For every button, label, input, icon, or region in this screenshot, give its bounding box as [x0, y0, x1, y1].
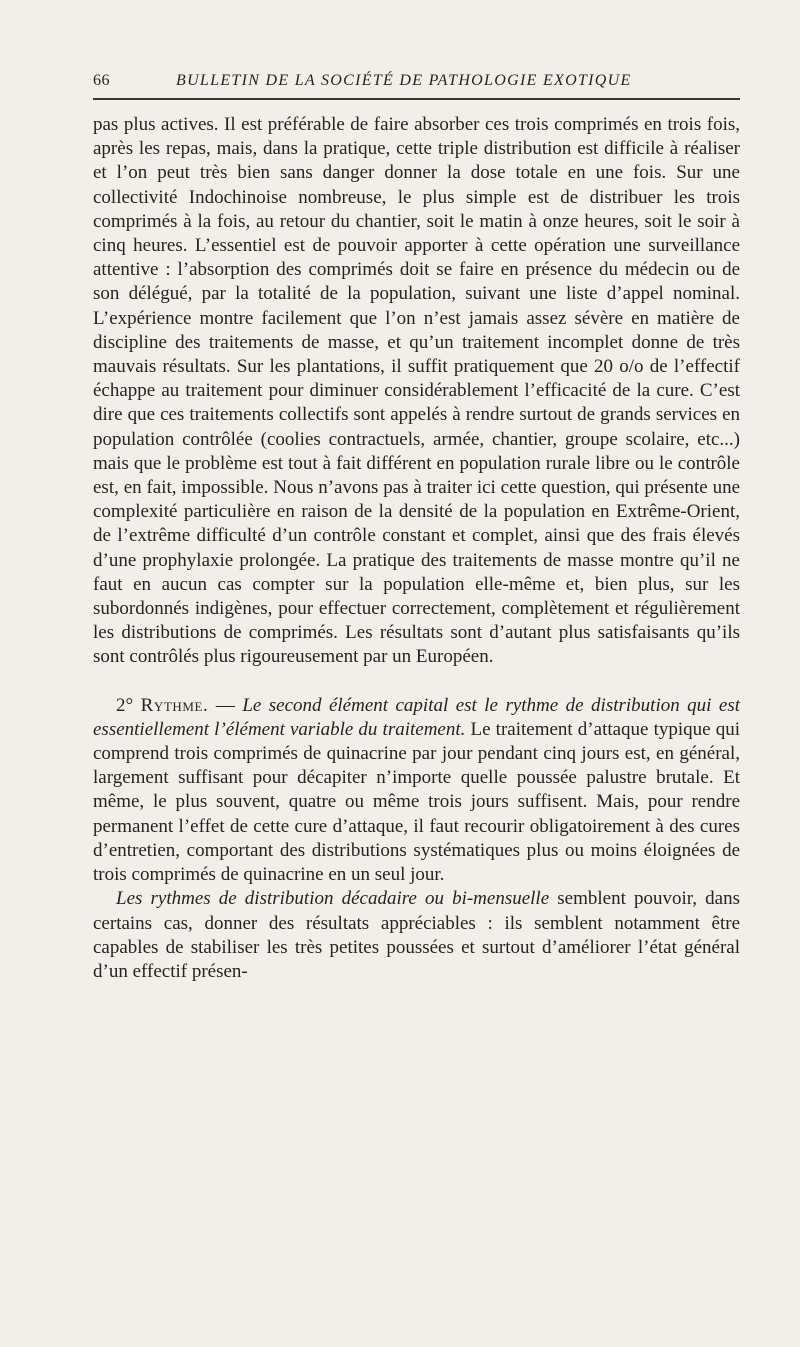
running-title: BULLETIN DE LA SOCIÉTÉ DE PATHOLOGIE EXOTIQUE: [176, 72, 632, 89]
header-rule: [93, 98, 740, 100]
section-number: 2°: [116, 694, 134, 716]
paragraph-2-italic-lead: Le second élément capital est le rythme de distribution qui est essentiellement l’élément variable du traitement.: [93, 694, 741, 740]
paragraph-3-text: semblent pouvoir, dans certains cas, donner des résultats appréciables : ils semblent notamment être capables de stabiliser les très petites poussées et surtout d’améliorer l’état général d’un effectif présen-: [93, 888, 740, 982]
body-text: [93, 113, 740, 984]
section-dash: —: [208, 694, 243, 716]
paragraph-1: pas plus actives. Il est préférable de faire absorber ces trois comprimés en trois fois, après les repas, mais, dans la pratique, cette triple distribution est difficile à réaliser et l’on peut très bien sans danger donner la dose totale en une fois. Sur une collectivité Indochinoise nombreuse, le plus simple est de distribuer les trois comprimés à la fois, au retour du chantier, soit le matin à onze heures, soit le soir à cinq heures. L’essentiel est de pouvoir apporter à cette opération une surveillance attentive : l’absorption des comprimés doit se faire en présence du médecin ou de son délégué, par la totalité de la population, suivant une liste d’appel nominal. L’expérience montre facilement que l’on n’est jamais assez sévère en matière de discipline des traitements de masse, et qu’un traitement incomplet donne de très mauvais résultats. Sur les plantations, il suffit pratiquement que 20 o/o de l’effectif échappe au traitement pour diminuer considérablement l’efficacité de la cure. C’est dire que ces traitements collectifs sont appelés à rendre surtout de grands services en population contrôlée (coolies contractuels, armée, chantier, groupe scolaire, etc...) mais que le problème est tout à fait différent en population rurale libre ou le contrôle est, en fait, impossible. Nous n’avons pas à traiter ici cette question, qui présente une complexité particulière en raison de la densité de la population en Extrême-Orient, de l’extrême difficulté d’un contrôle constant et complet, ainsi que des frais élevés d’une prophylaxie prolongée. La pratique des traitements de masse montre qu’il ne faut en aucun cas compter sur la population elle-même et, bien plus, sur les subordonnés indigènes, pour effectuer correctement, complètement et régulièrement les distributions de comprimés. Les résultats sont d’autant plus satisfaisants qu’ils sont contrôlés plus rigoureusement par un Européen.: [93, 114, 740, 668]
page-header: [93, 72, 740, 96]
section-heading: Rythme.: [140, 694, 209, 716]
paragraph-2: [93, 694, 740, 888]
paragraph-3-italic-lead: Les rythmes de distribution décadaire ou bi-mensuelle: [116, 888, 550, 910]
page-number: 66: [93, 72, 110, 89]
paragraph-2-text: Le traitement d’attaque typique qui comprend trois comprimés de quinacrine par jour pendant cinq jours est, en général, largement suffisant pour décapiter n’importe quelle poussée palustre brutale. Et même, le plus souvent, quatre ou même trois jours suffisent. Mais, pour rendre permanent l’effet de cette cure d’attaque, il faut recourir obligatoirement à des cures d’entretien, comportant des distributions systématiques plus ou moins éloignées de trois comprimés de quinacrine en un seul jour.: [93, 718, 740, 886]
paragraph-3: [93, 887, 740, 984]
